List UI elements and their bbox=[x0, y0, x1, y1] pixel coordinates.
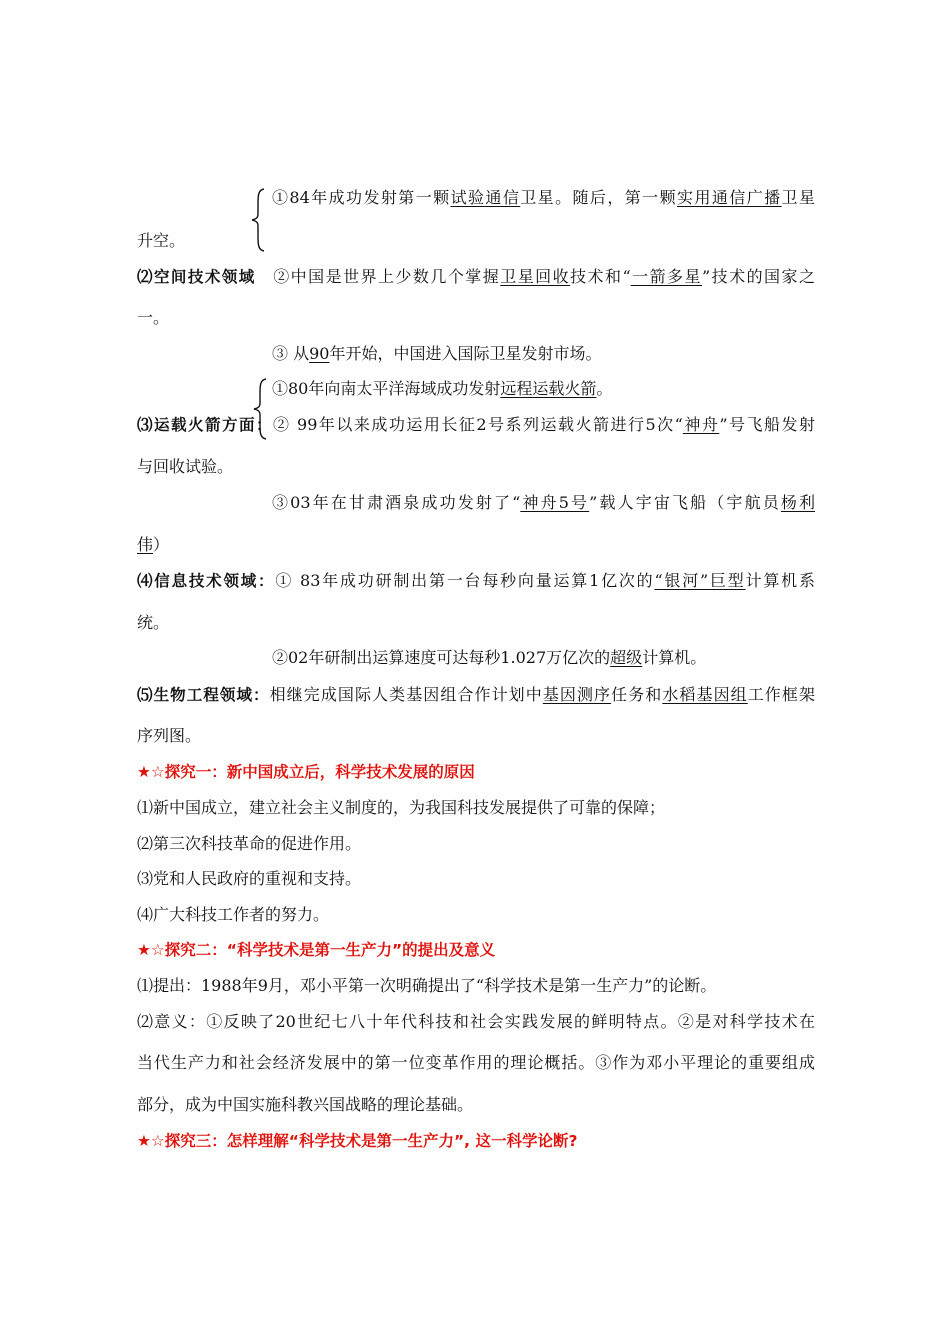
rocket-item-2-cont: 与回收试验。 bbox=[137, 457, 234, 476]
explore-1-point: ⑶党和人民政府的重视和支持。 bbox=[137, 869, 362, 888]
space-item-1: ①84年成功发射第一颗试验通信卫星。随后，第一颗实用通信广播卫星 bbox=[272, 188, 815, 207]
space-item-3: ③ 从90年开始，中国进入国际卫星发射市场。 bbox=[272, 344, 602, 363]
rocket-item-3: ③03年在甘肃酒泉成功发射了“神舟5号”载人宇宙飞船（宇航员杨利 bbox=[272, 493, 815, 512]
space-item-2-cont: 一。 bbox=[137, 308, 170, 327]
info-item-1: ⑷信息技术领域：① 83年成功研制出第一台每秒向量运算1亿次的“银河”巨型计算机系 bbox=[137, 571, 815, 590]
rocket-item-3-cont: 伟） bbox=[137, 535, 170, 554]
explore-2-title: ★☆探究二：“科学技术是第一生产力”的提出及意义 bbox=[137, 941, 496, 959]
explore-3-title: ★☆探究三：怎样理解“科学技术是第一生产力”, 这一科学论断? bbox=[137, 1132, 578, 1150]
explore-1-point: ⑴新中国成立，建立社会主义制度的，为我国科技发展提供了可靠的保障； bbox=[137, 798, 666, 817]
rocket-item-1: ①80年向南太平洋海域成功发射远程运载火箭。 bbox=[272, 379, 613, 398]
explore-1-point: ⑷广大科技工作者的努力。 bbox=[137, 905, 330, 924]
explore-2-point-cont: 部分，成为中国实施科教兴国战略的理论基础。 bbox=[137, 1095, 474, 1114]
explore-2-point: ⑵意义：①反映了20世纪七八十年代科技和社会实践发展的鲜明特点。②是对科学技术在 bbox=[137, 1012, 815, 1031]
explore-1-point: ⑵第三次科技革命的促进作用。 bbox=[137, 834, 362, 853]
info-item-1-cont: 统。 bbox=[137, 613, 170, 632]
bio-item: ⑸生物工程领域：相继完成国际人类基因组合作计划中基因测序任务和水稻基因组工作框架 bbox=[137, 685, 815, 704]
explore-2-point: ⑴提出：1988年9月，邓小平第一次明确提出了“科学技术是第一生产力”的论断。 bbox=[137, 976, 717, 995]
explore-1-title: ★☆探究一：新中国成立后，科学技术发展的原因 bbox=[137, 763, 475, 781]
info-item-2: ②02年研制出运算速度可达每秒1.027万亿次的超级计算机。 bbox=[272, 648, 707, 667]
space-item-1-cont: 升空。 bbox=[137, 231, 186, 250]
bio-item-cont: 序列图。 bbox=[137, 726, 202, 745]
space-item-2: ⑵空间技术领域 ②中国是世界上少数几个掌握卫星回收技术和“一箭多星”技术的国家之 bbox=[137, 267, 815, 286]
explore-2-point-cont: 当代生产力和社会经济发展中的第一位变革作用的理论概括。③作为邓小平理论的重要组成 bbox=[137, 1053, 815, 1072]
rocket-item-2: ⑶运载火箭方面：② 99年以来成功运用长征2号系列运载火箭进行5次“神舟”号飞船发射 bbox=[137, 415, 815, 434]
